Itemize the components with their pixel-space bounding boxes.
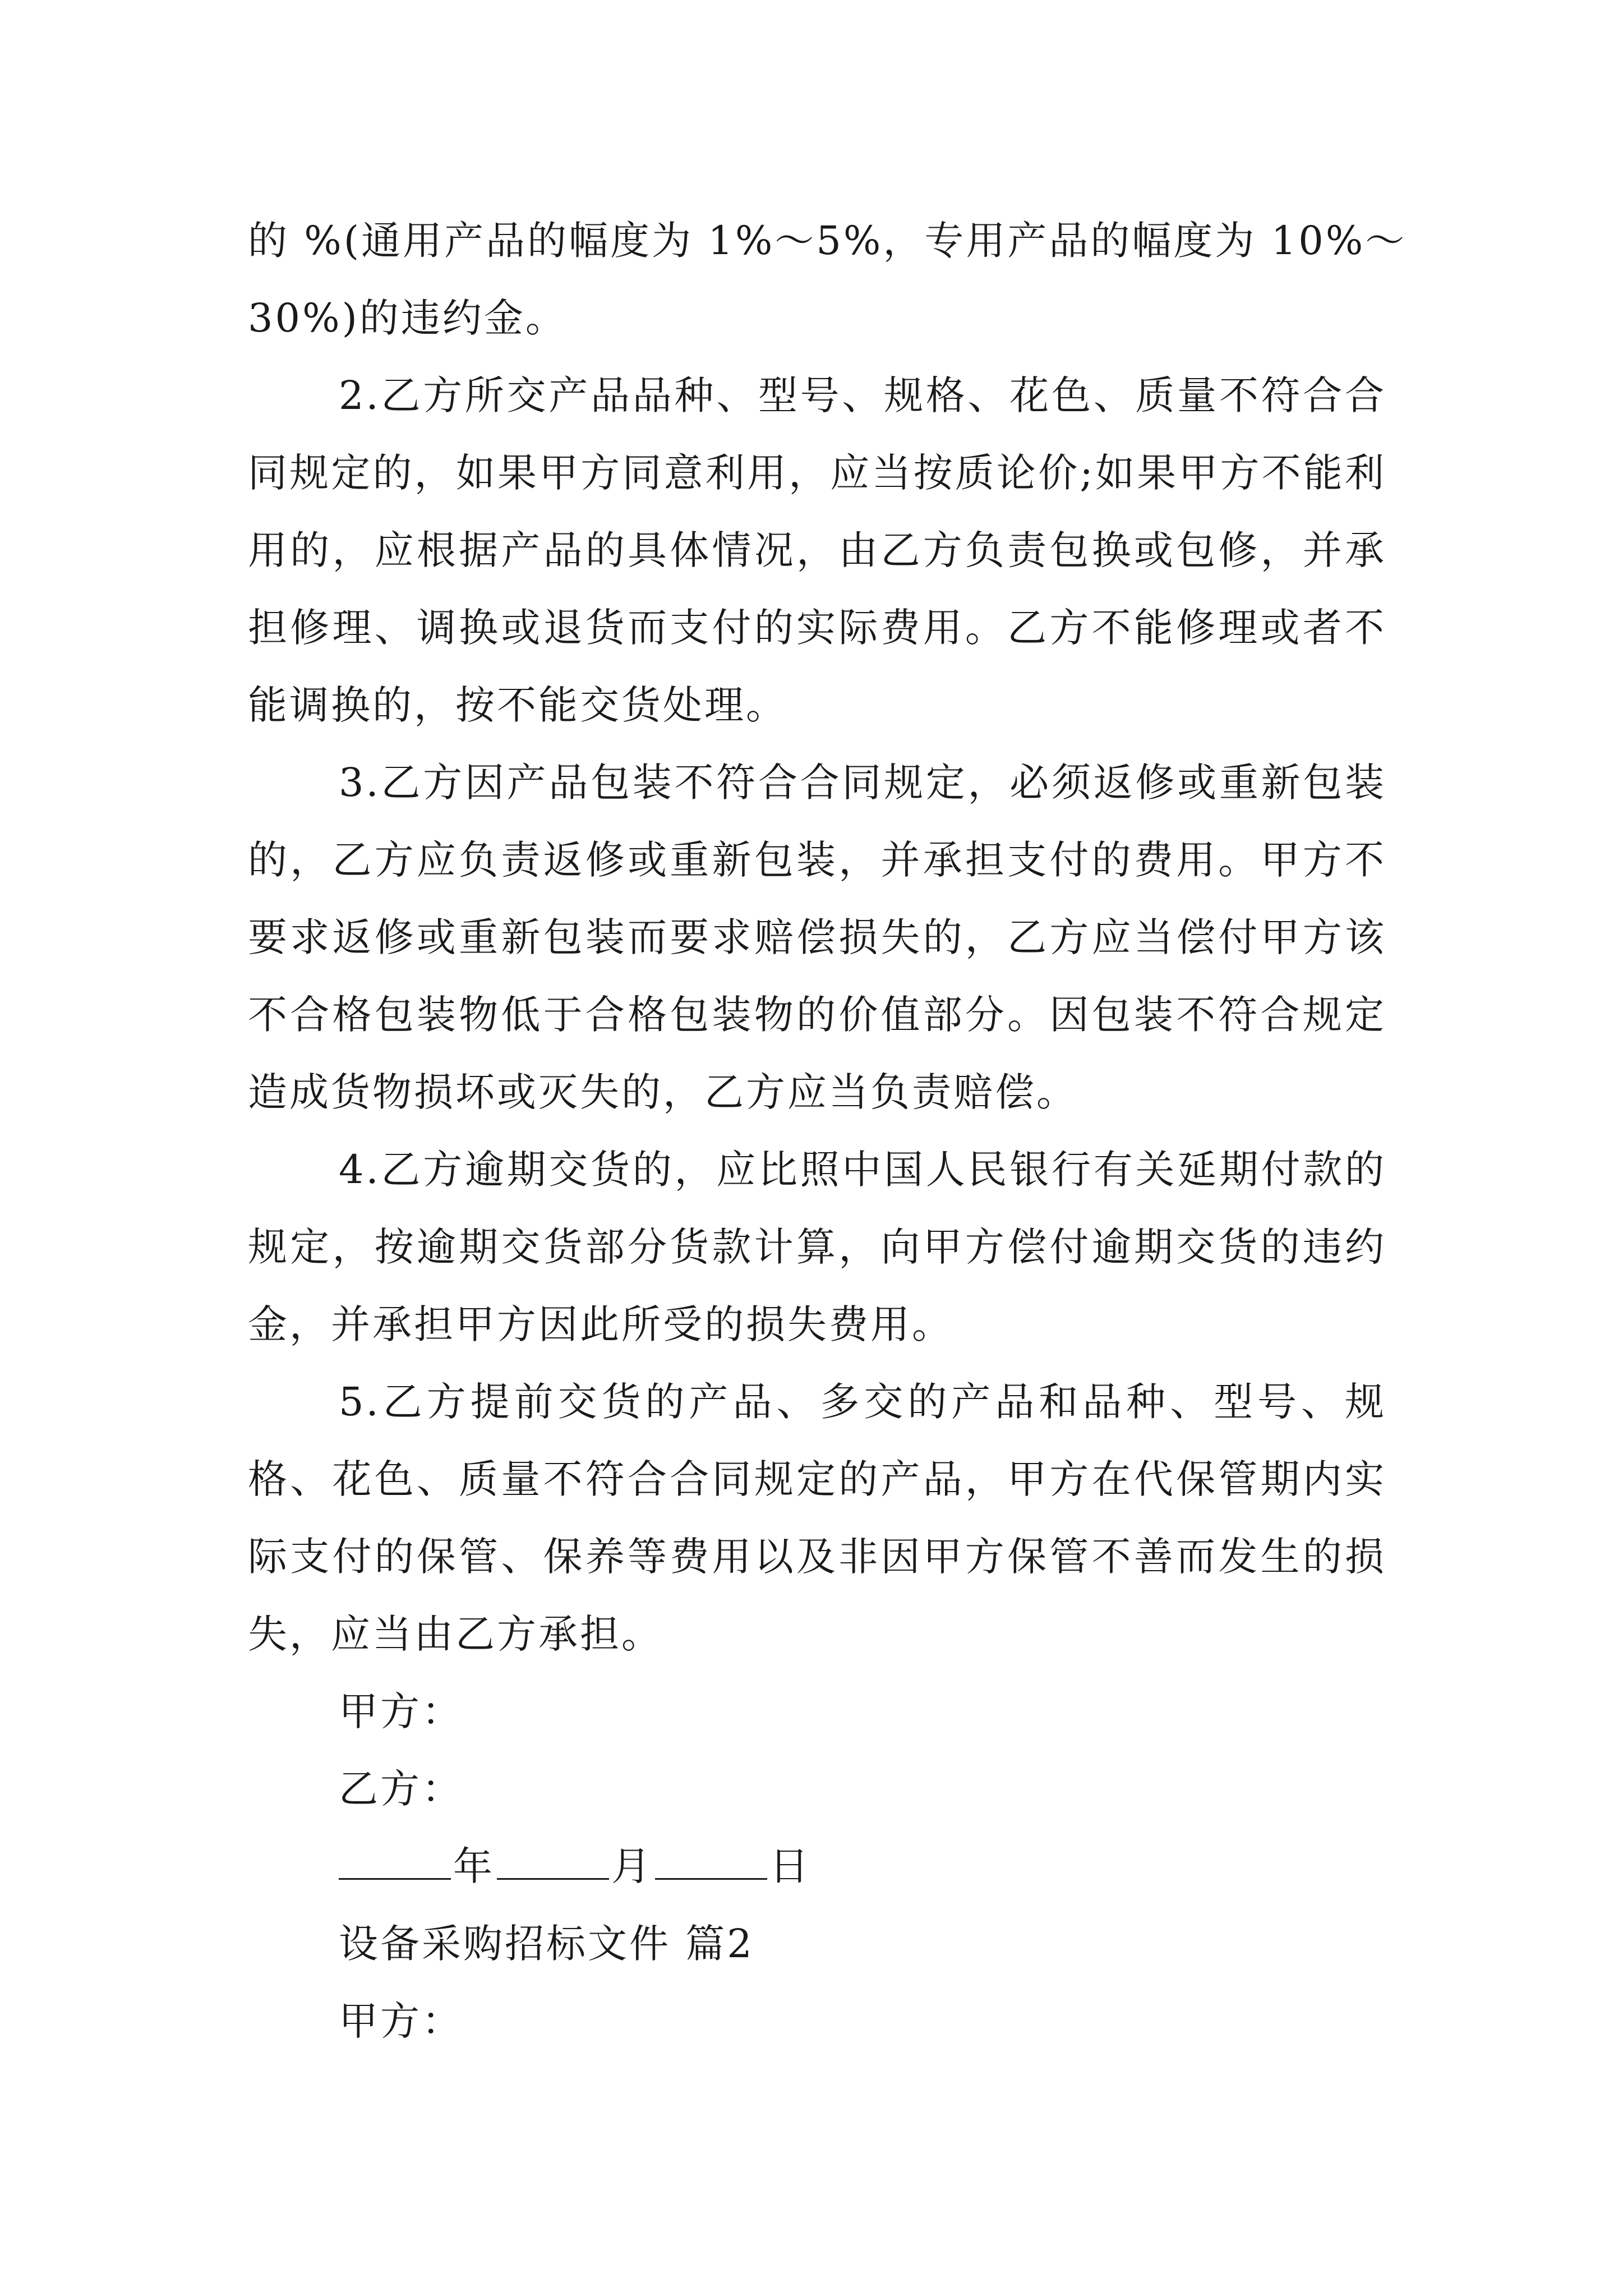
month-label: 月 <box>611 1843 653 1889</box>
day-label: 日 <box>769 1843 811 1889</box>
document-page <box>248 202 1407 2060</box>
year-blank <box>339 1839 451 1880</box>
clause-3: 3.乙方因产品包装不符合合同规定，必须返修或重新包装的，乙方应负责返修或重新包装，并承担支付的费用。甲方不要求返修或重新包装而要求赔偿损失的，乙方应当偿付甲方该不合格包装物低于合格包装物的价值部分。因包装不符合规定造成货物损坏或灭失的，乙方应当负责赔偿。 <box>248 760 1386 1115</box>
next-section-title: 设备采购招标文件 篇2 <box>339 1921 754 1967</box>
next-party-a-label: 甲方： <box>339 1998 463 2044</box>
day-blank <box>655 1839 767 1880</box>
clause-5: 5.乙方提前交货的产品、多交的产品和品种、型号、规格、花色、质量不符合合同规定的产品，甲方在代保管期内实际支付的保管、保养等费用以及非因甲方保管不善而发生的损失，应当由乙方承担。 <box>248 1379 1386 1657</box>
intro-line-2: 30%)的违约金。 <box>248 295 567 341</box>
party-b-label: 乙方： <box>339 1766 463 1812</box>
clause-2: 2.乙方所交产品品种、型号、规格、花色、质量不符合合同规定的，如果甲方同意利用，应当按质论价;如果甲方不能利用的，应根据产品的具体情况，由乙方负责包换或包修，并承担修理、调换或退货而支付的实际费用。乙方不能修理或者不能调换的，按不能交货处理。 <box>248 372 1386 728</box>
intro-line-1: 的 %(通用产品的幅度为 1%～5%，专用产品的幅度为 10%～ <box>248 218 1407 264</box>
year-label: 年 <box>453 1843 495 1889</box>
party-a-label: 甲方： <box>339 1688 463 1734</box>
clause-4: 4.乙方逾期交货的，应比照中国人民银行有关延期付款的规定，按逾期交货部分货款计算，向甲方偿付逾期交货的违约金，并承担甲方因此所受的损失费用。 <box>248 1147 1386 1347</box>
month-blank <box>497 1839 609 1880</box>
signature-date <box>248 1828 1386 1905</box>
